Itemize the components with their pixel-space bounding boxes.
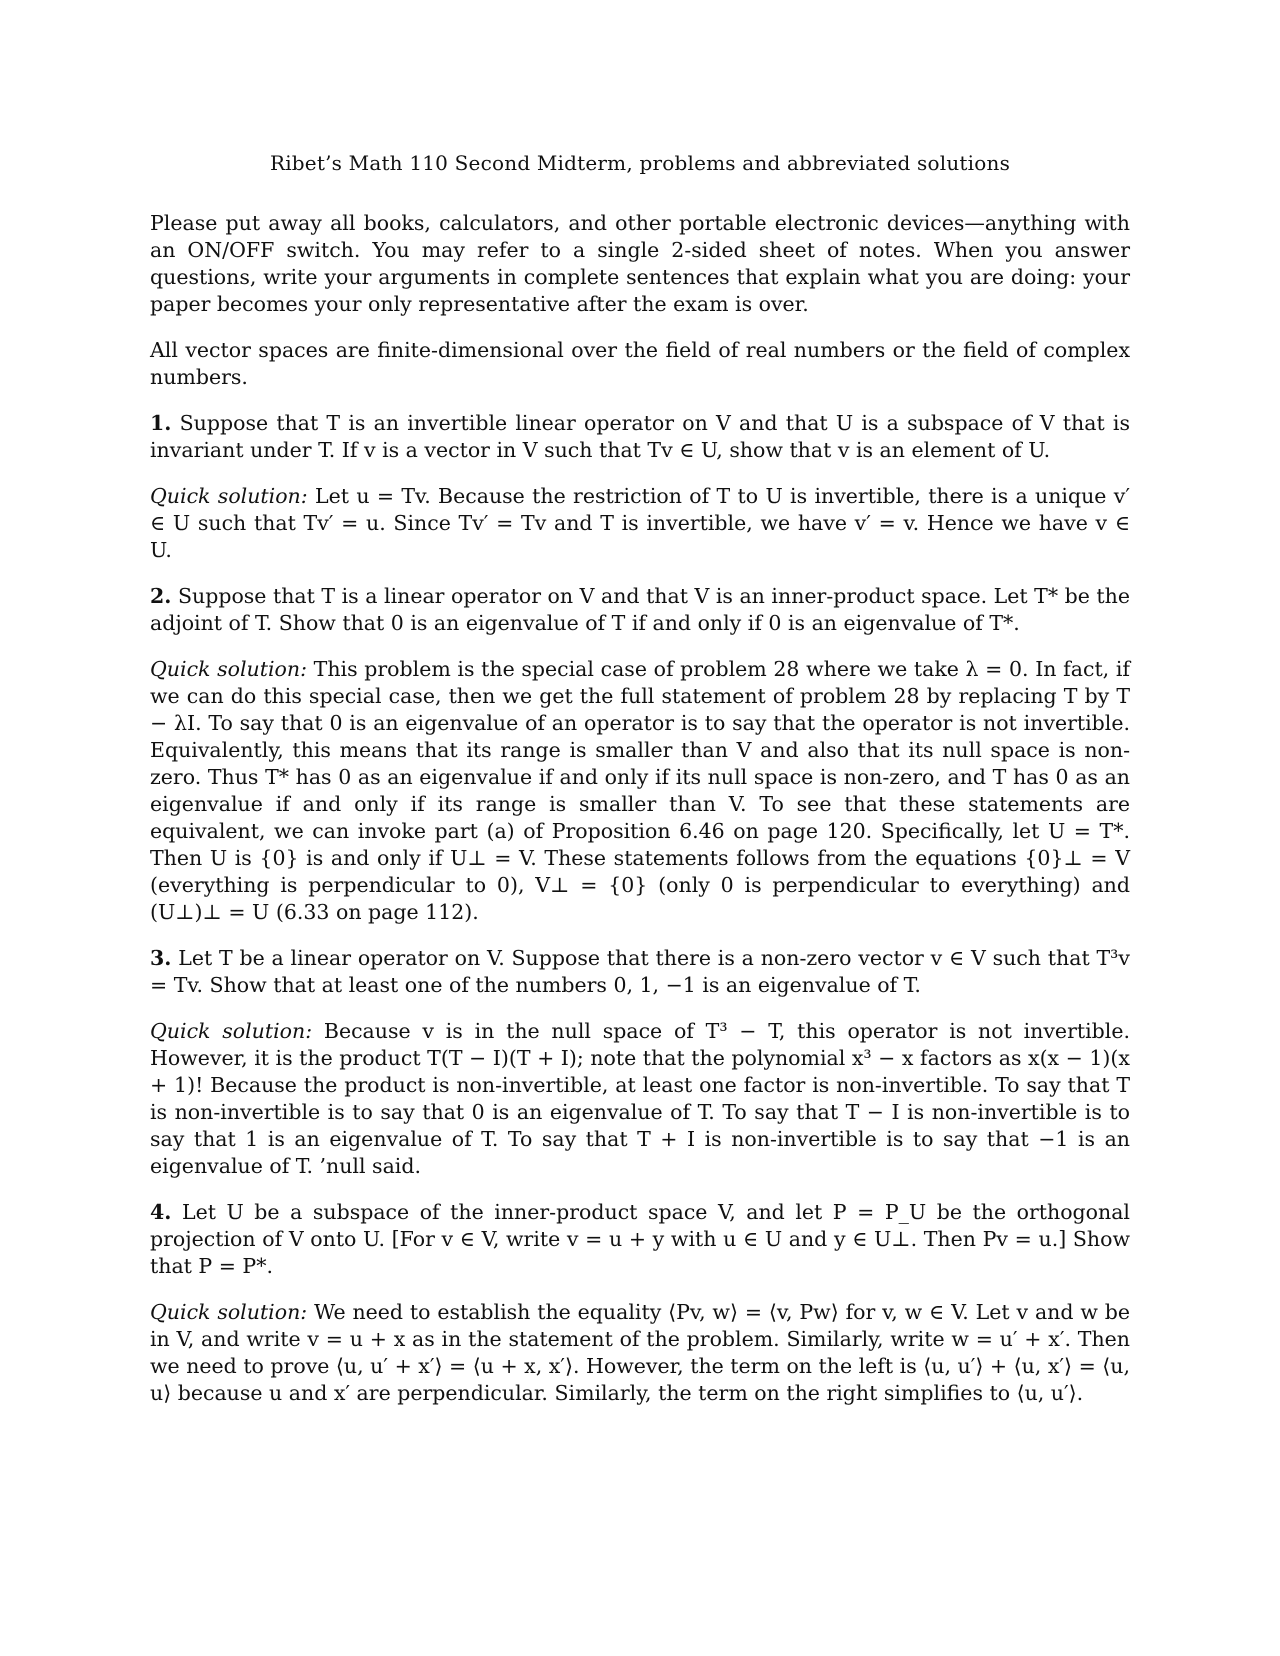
quick-solution-label: Quick solution:	[150, 484, 308, 508]
page-title: Ribet’s Math 110 Second Midterm, problems and abbreviated solutions	[269, 151, 1011, 175]
solution-text: Because v is in the null space of T³ − T, this operator is not invertible. However, it is the product T(T − I)(T + I); note that the polynomial x³ − x factors as x(x − 1)(x + 1)! Because the product is non-invertible, at least one factor is non-invertible. To say that T is non-invertible is to say that 0 is an eigenvalue of T. To say that T − I is non-invertible is to say that 1 is an eigenvalue of T. To say that T + I is non-invertible is to say that −1 is an eigenvalue of T. ’null said.	[150, 1019, 1130, 1178]
solution-text: Let u = Tv. Because the restriction of T to U is invertible, there is a unique v′ ∈ U such that Tv′ = u. Since Tv′ = Tv and T is invertible, we have v′ = v. Hence we have v ∈ U.	[150, 484, 1130, 562]
quick-solution-label: Quick solution:	[150, 1300, 308, 1324]
problem-statement: Suppose that T is a linear operator on V and that V is an inner-product space. Let T* be the adjoint of T. Show that 0 is an eigenvalue of T if and only if 0 is an eigenvalue of T*.	[150, 584, 1130, 635]
document-body	[150, 210, 1130, 1426]
problem-number: 4.	[150, 1200, 172, 1224]
problem-3	[150, 945, 1130, 999]
intro-paragraph: All vector spaces are finite-dimensional over the field of real numbers or the field of complex numbers.	[150, 338, 1130, 389]
problem-2	[150, 583, 1130, 637]
solution-1	[150, 483, 1130, 564]
intro-paragraph: Please put away all books, calculators, and other portable electronic devices—anything with an ON/OFF switch. You may refer to a single 2-sided sheet of notes. When you answer questions, write your arguments in complete sentences that explain what you are doing: your paper becomes your only representative after the exam is over.	[150, 211, 1130, 316]
solution-3	[150, 1018, 1130, 1180]
problem-1	[150, 410, 1130, 464]
problem-statement: Let T be a linear operator on V. Suppose that there is a non-zero vector v ∈ V such that T³v = Tv. Show that at least one of the numbers 0, 1, −1 is an eigenvalue of T.	[150, 946, 1130, 997]
problem-statement: Suppose that T is an invertible linear operator on V and that U is a subspace of V that is invariant under T. If v is a vector in V such that Tv ∈ U, show that v is an element of U.	[150, 411, 1130, 462]
solution-4	[150, 1299, 1130, 1407]
solution-text: We need to establish the equality ⟨Pv, w⟩ = ⟨v, Pw⟩ for v, w ∈ V. Let v and w be in V, and write v = u + x as in the statement of the problem. Similarly, write w = u′ + x′. Then we need to prove ⟨u, u′ + x′⟩ = ⟨u + x, x′⟩. However, the term on the left is ⟨u, u′⟩ + ⟨u, x′⟩ = ⟨u, u⟩ because u and x′ are perpendicular. Similarly, the term on the right simplifies to ⟨u, u′⟩.	[150, 1300, 1130, 1405]
quick-solution-label: Quick solution:	[150, 1019, 313, 1043]
problem-number: 2.	[150, 584, 172, 608]
solution-text: This problem is the special case of problem 28 where we take λ = 0. In fact, if we can do this special case, then we get the full statement of problem 28 by replacing T by T − λI. To say that 0 is an eigenvalue of an operator is to say that the operator is not invertible. Equivalently, this means that its range is smaller than V and also that its null space is non-zero. Thus T* has 0 as an eigenvalue if and only if its null space is non-zero, and T has 0 as an eigenvalue if and only if its range is smaller than V. To see that these statements are equivalent, we can invoke part (a) of Proposition 6.46 on page 120. Specifically, let U = T*. Then U is {0} is and only if U⊥ = V. These statements follows from the equations {0}⊥ = V (everything is perpendicular to 0), V⊥ = {0} (only 0 is perpendicular to everything) and (U⊥)⊥ = U (6.33 on page 112).	[150, 657, 1130, 924]
problem-number: 1.	[150, 411, 172, 435]
problem-statement: Let U be a subspace of the inner-product space V, and let P = P_U be the orthogonal projection of V onto U. [For v ∈ V, write v = u + y with u ∈ U and y ∈ U⊥. Then Pv = u.] Show that P = P*.	[150, 1200, 1130, 1278]
quick-solution-label: Quick solution:	[150, 657, 307, 681]
problem-4	[150, 1199, 1130, 1280]
problem-number: 3.	[150, 946, 172, 970]
solution-2	[150, 656, 1130, 926]
